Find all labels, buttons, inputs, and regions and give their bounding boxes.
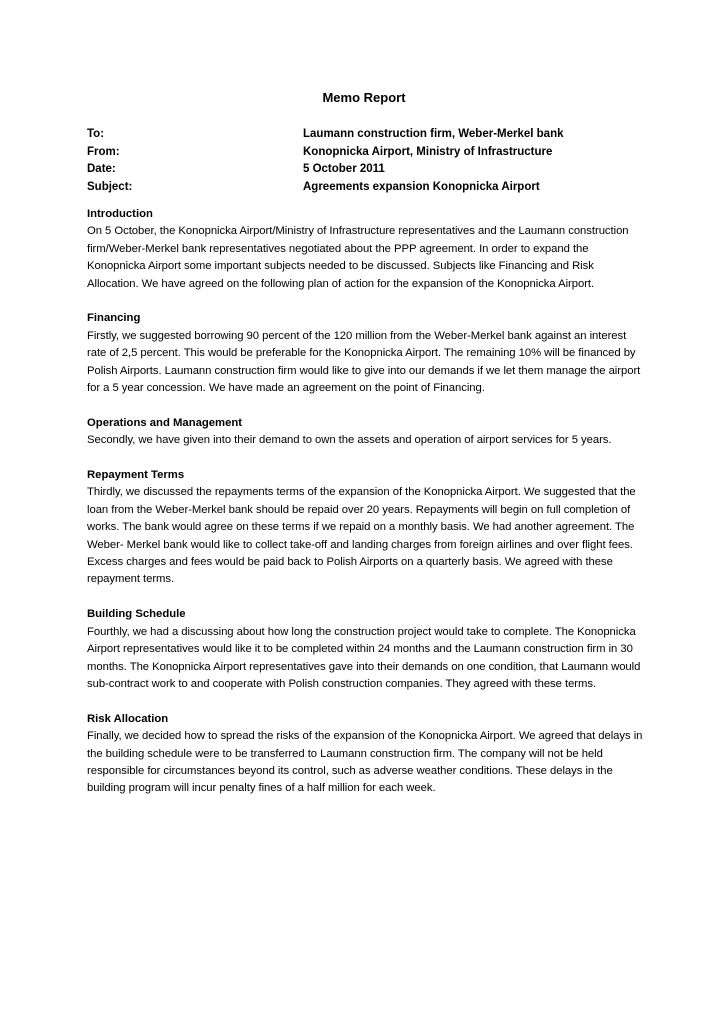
section-operations-management (87, 415, 647, 450)
header-value-date: 5 October 2011 (303, 163, 385, 175)
header-value-subject: Agreements expansion Konopnicka Airport (303, 180, 540, 193)
section-heading: Operations and Management (87, 416, 243, 429)
section-heading: Risk Allocation (87, 712, 169, 725)
section-heading: Repayment Terms (87, 469, 185, 482)
section-introduction (87, 206, 647, 293)
section-paragraph: Finally, we decided how to spread the risks of the expansion of the Konopnicka Airport. We agreed that delays in the building schedule were to be transferred to Laumann construction firm. The company will not be held responsible for circumstances beyond its control, such as adverse weather conditions. These delays in the building program will incur penalty fines of a half million for each week. (87, 730, 643, 795)
header-row-subject (87, 179, 647, 197)
section-repayment-terms (87, 467, 647, 589)
header-label-subject: Subject: (87, 180, 133, 193)
section-financing (87, 310, 647, 397)
header-row-to (87, 126, 647, 144)
section-paragraph: Thirdly, we discussed the repayments terms of the expansion of the Konopnicka Airport. We suggested that the loan from the Weber-Merkel bank should be repaid over 20 years. Repayments will begin on full completion of works. The bank would agree on these terms if we repaid on a monthly basis. We had another agreement. The Weber- Merkel bank would like to collect take-off and landing charges from foreign airlines and over flight fees. Excess charges and fees would be paid back to Polish Airports on a quarterly basis. We agreed with these repayment terms. (87, 486, 636, 586)
section-heading: Introduction (87, 208, 153, 220)
section-paragraph: On 5 October, the Konopnicka Airport/Ministry of Infrastructure representatives and the Laumann construction firm/Weber-Merkel bank representatives negotiated about the PPP agreement. In order to expand the Konopnicka Airport some important subjects needed to be discussed. Subjects like Financing and Risk Allocation. We have agreed on the following plan of action for the expansion of the Konopnicka Airport. (87, 225, 629, 290)
header-value-to: Laumann construction firm, Weber-Merkel bank (303, 128, 564, 140)
section-paragraph: Fourthly, we had a discussing about how long the construction project would take to complete. The Konopnicka Airport representatives would like it to be completed within 24 months and the Laumann construction firm in 30 months. The Konopnicka Airport representatives gave into their demands on one condition, that Laumann would sub-contract work to and cooperate with Polish construction companies. They agreed with these terms. (87, 625, 641, 690)
section-heading: Financing (87, 312, 141, 325)
header-value-from: Konopnicka Airport, Ministry of Infrastructure (303, 145, 553, 158)
section-building-schedule (87, 606, 647, 693)
header-row-date (87, 161, 647, 179)
memo-title: Memo Report (322, 90, 406, 105)
header-label-to: To: (87, 128, 105, 140)
header-row-from (87, 144, 647, 162)
memo-body (87, 206, 647, 815)
section-paragraph: Secondly, we have given into their demand to own the assets and operation of airport services for 5 years. (87, 434, 612, 447)
header-label-date: Date: (87, 163, 116, 175)
section-heading: Building Schedule (87, 608, 186, 621)
section-paragraph: Firstly, we suggested borrowing 90 percent of the 120 million from the Weber-Merkel bank against an interest rate of 2,5 percent. This would be preferable for the Konopnicka Airport. The remaining 10% will be financed by Polish Airports. Laumann construction firm would like to give into our demands if we let them manage the airport for a 5 year concession. We have made an agreement on the point of Financing. (87, 329, 641, 395)
header-label-from: From: (87, 145, 120, 158)
memo-header (87, 126, 647, 196)
section-risk-allocation (87, 711, 647, 798)
